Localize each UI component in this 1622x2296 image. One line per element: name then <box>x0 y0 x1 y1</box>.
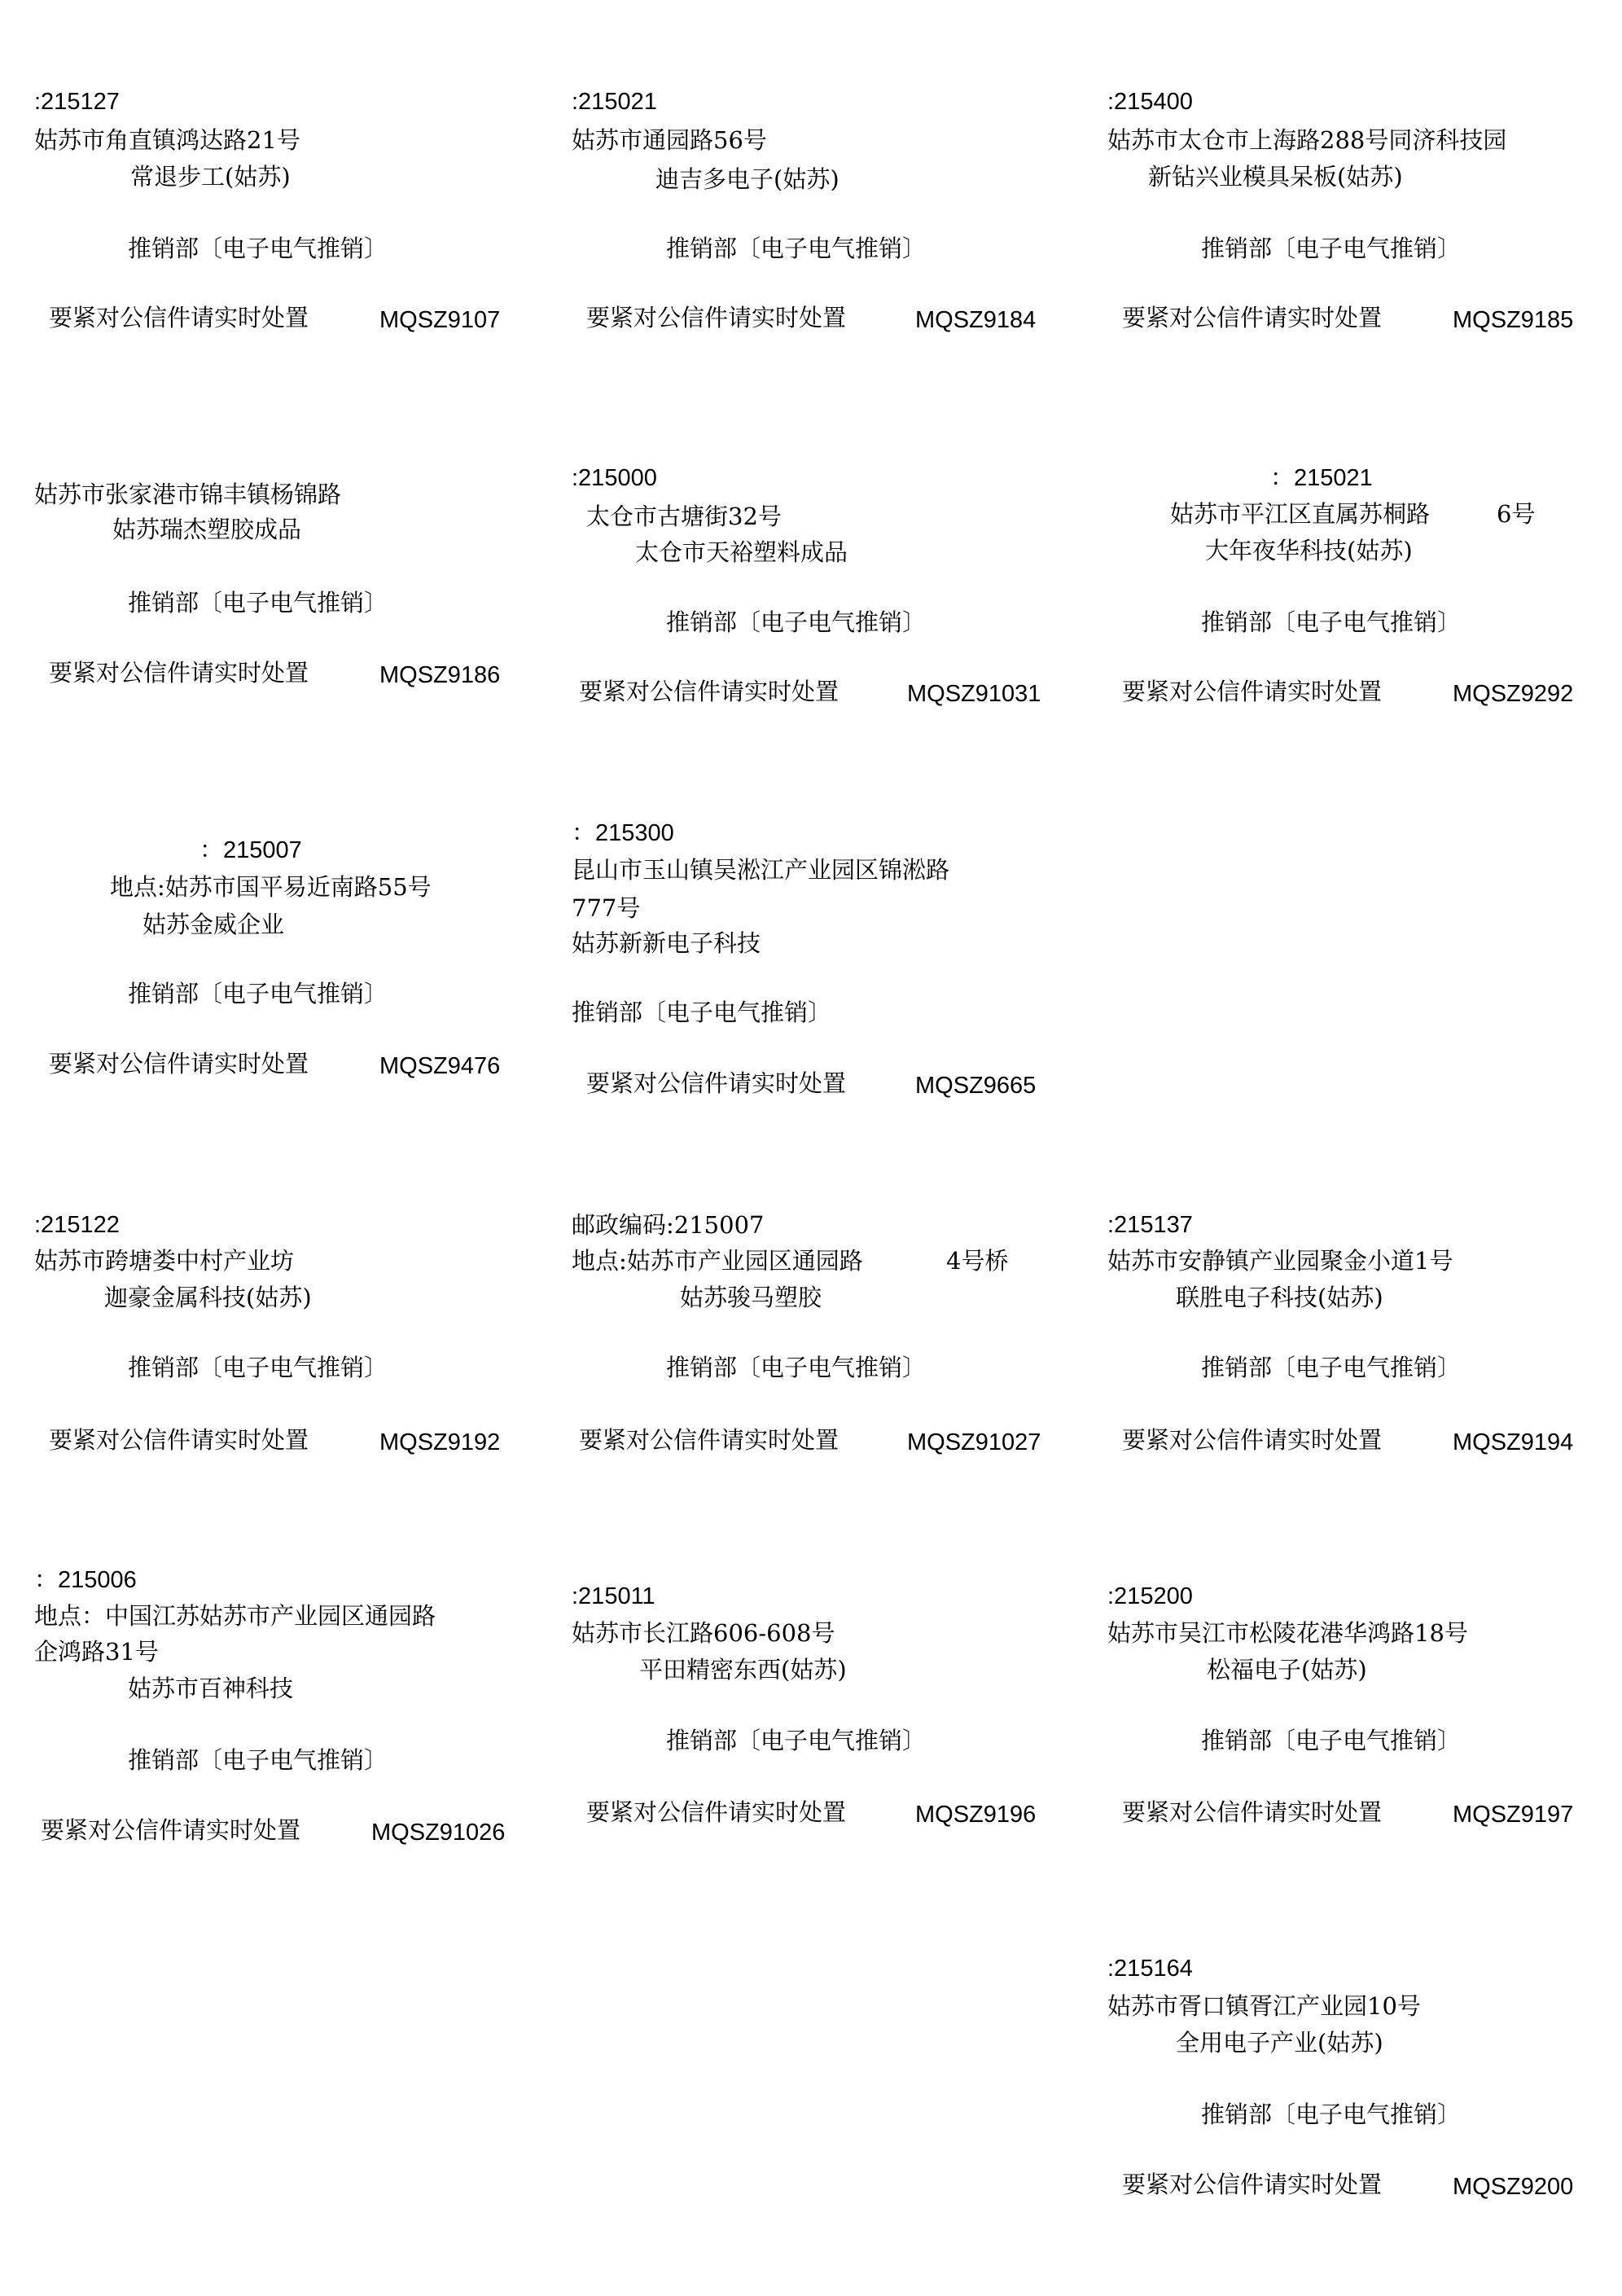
notice: 要紧对公信件请实时处置 <box>41 1816 301 1844</box>
tracking-code: MQSZ9186 <box>379 662 501 688</box>
postcode: :215127 <box>34 89 120 115</box>
company-name: 姑苏新新电子科技 <box>572 929 761 957</box>
address: 姑苏市角直镇鸿达路21号 <box>34 126 300 154</box>
address-suffix: 4号桥 <box>946 1247 1009 1275</box>
company-name: 姑苏瑞杰塑胶成品 <box>112 516 302 543</box>
address: 姑苏市长江路606-608号 <box>572 1619 835 1647</box>
company-name: 太仓市天裕塑料成品 <box>635 538 848 566</box>
tracking-code: MQSZ9194 <box>1453 1429 1574 1455</box>
company-name: 松福电子(姑苏) <box>1207 1656 1367 1684</box>
tracking-code: MQSZ9196 <box>915 1802 1037 1828</box>
address: 姑苏市平江区直属苏桐路 <box>1170 500 1431 528</box>
tracking-code: MQSZ9200 <box>1453 2174 1574 2200</box>
notice: 要紧对公信件请实时处置 <box>49 659 309 687</box>
department: 推销部〔电子电气推销〕 <box>666 608 927 636</box>
notice: 要紧对公信件请实时处置 <box>586 1798 847 1826</box>
address: 姑苏市胥口镇胥江产业园10号 <box>1107 1992 1421 2020</box>
company-name: 迪吉多电子(姑苏) <box>655 165 839 193</box>
notice: 要紧对公信件请实时处置 <box>1122 678 1383 705</box>
department: 推销部〔电子电气推销〕 <box>1201 2101 1462 2128</box>
address-line-2: 企鸿路31号 <box>34 1638 159 1666</box>
tracking-code: MQSZ9107 <box>379 307 501 333</box>
notice: 要紧对公信件请实时处置 <box>49 1050 309 1078</box>
notice: 要紧对公信件请实时处置 <box>1122 1426 1383 1454</box>
address: 地点:姑苏市国平易近南路55号 <box>110 873 432 901</box>
address: 地点:姑苏市产业园区通园路 <box>572 1247 863 1275</box>
company-name: 新钻兴业模具呆板(姑苏) <box>1148 163 1403 191</box>
company-name: 迦豪金属科技(姑苏) <box>104 1284 312 1311</box>
company-name: 平田精密东西(姑苏) <box>639 1656 847 1684</box>
postcode: ：215300 <box>572 820 674 846</box>
postcode: :215122 <box>34 1212 120 1238</box>
department: 推销部〔电子电气推销〕 <box>666 235 927 262</box>
department: 推销部〔电子电气推销〕 <box>128 980 388 1008</box>
notice: 要紧对公信件请实时处置 <box>1122 304 1383 331</box>
tracking-code: MQSZ9197 <box>1453 1802 1574 1828</box>
address: 姑苏市安静镇产业园聚金小道1号 <box>1107 1247 1453 1275</box>
department: 推销部〔电子电气推销〕 <box>666 1727 927 1754</box>
company-name: 常退步工(姑苏) <box>130 163 291 191</box>
notice: 要紧对公信件请实时处置 <box>586 1069 847 1097</box>
company-name: 姑苏市百神科技 <box>128 1675 294 1702</box>
notice: 要紧对公信件请实时处置 <box>579 678 839 705</box>
postcode: :215164 <box>1107 1956 1193 1982</box>
postcode: :215011 <box>572 1583 655 1609</box>
postcode: :215200 <box>1107 1583 1193 1609</box>
tracking-code: MQSZ91026 <box>371 1820 506 1846</box>
department: 推销部〔电子电气推销〕 <box>128 589 388 617</box>
notice: 要紧对公信件请实时处置 <box>49 304 309 331</box>
postcode: 邮政编码:215007 <box>572 1211 765 1239</box>
company-name: 联胜电子科技(姑苏) <box>1176 1284 1383 1311</box>
address: 地点：中国江苏姑苏市产业园区通园路 <box>34 1602 436 1630</box>
address-suffix: 6号 <box>1497 500 1536 528</box>
address: 姑苏市跨塘娄中村产业坊 <box>34 1247 295 1275</box>
postcode: ：215021 <box>1270 465 1373 491</box>
address: 太仓市古塘街32号 <box>586 503 782 530</box>
notice: 要紧对公信件请实时处置 <box>579 1426 839 1454</box>
department: 推销部〔电子电气推销〕 <box>666 1354 927 1381</box>
address: 昆山市玉山镇吴淞江产业园区锦淞路 <box>572 856 950 884</box>
department: 推销部〔电子电气推销〕 <box>128 235 388 262</box>
address: 姑苏市太仓市上海路288号同济科技园 <box>1107 126 1507 154</box>
company-name: 全用电子产业(姑苏) <box>1176 2029 1383 2057</box>
tracking-code: MQSZ9476 <box>379 1053 501 1079</box>
department: 推销部〔电子电气推销〕 <box>128 1746 388 1774</box>
postcode: :215400 <box>1107 89 1193 115</box>
postcode: :215021 <box>572 89 657 115</box>
address-line-2: 777号 <box>572 894 641 922</box>
notice: 要紧对公信件请实时处置 <box>1122 2171 1383 2198</box>
department: 推销部〔电子电气推销〕 <box>1201 1727 1462 1754</box>
postcode: :215137 <box>1107 1212 1193 1238</box>
company-name: 姑苏骏马塑胶 <box>680 1284 822 1311</box>
tracking-code: MQSZ9192 <box>379 1429 501 1455</box>
department: 推销部〔电子电气推销〕 <box>1201 235 1462 262</box>
postcode: ：215007 <box>199 837 302 863</box>
company-name: 姑苏金威企业 <box>142 911 285 938</box>
department: 推销部〔电子电气推销〕 <box>572 999 832 1026</box>
address: 姑苏市吴江市松陵花港华鸿路18号 <box>1107 1619 1468 1647</box>
postcode: ：215006 <box>34 1567 137 1593</box>
tracking-code: MQSZ9185 <box>1453 307 1574 333</box>
tracking-code: MQSZ9665 <box>915 1073 1037 1099</box>
postcode: :215000 <box>572 465 657 491</box>
tracking-code: MQSZ91027 <box>907 1429 1041 1455</box>
tracking-code: MQSZ9184 <box>915 307 1037 333</box>
department: 推销部〔电子电气推销〕 <box>1201 608 1462 636</box>
notice: 要紧对公信件请实时处置 <box>49 1426 309 1454</box>
tracking-code: MQSZ91031 <box>907 681 1041 707</box>
department: 推销部〔电子电气推销〕 <box>1201 1354 1462 1381</box>
company-name: 大年夜华科技(姑苏) <box>1205 537 1413 564</box>
address: 姑苏市通园路56号 <box>572 126 767 154</box>
notice: 要紧对公信件请实时处置 <box>586 304 847 331</box>
department: 推销部〔电子电气推销〕 <box>128 1354 388 1381</box>
address: 姑苏市张家港市锦丰镇杨锦路 <box>34 481 342 508</box>
notice: 要紧对公信件请实时处置 <box>1122 1798 1383 1826</box>
tracking-code: MQSZ9292 <box>1453 681 1574 707</box>
